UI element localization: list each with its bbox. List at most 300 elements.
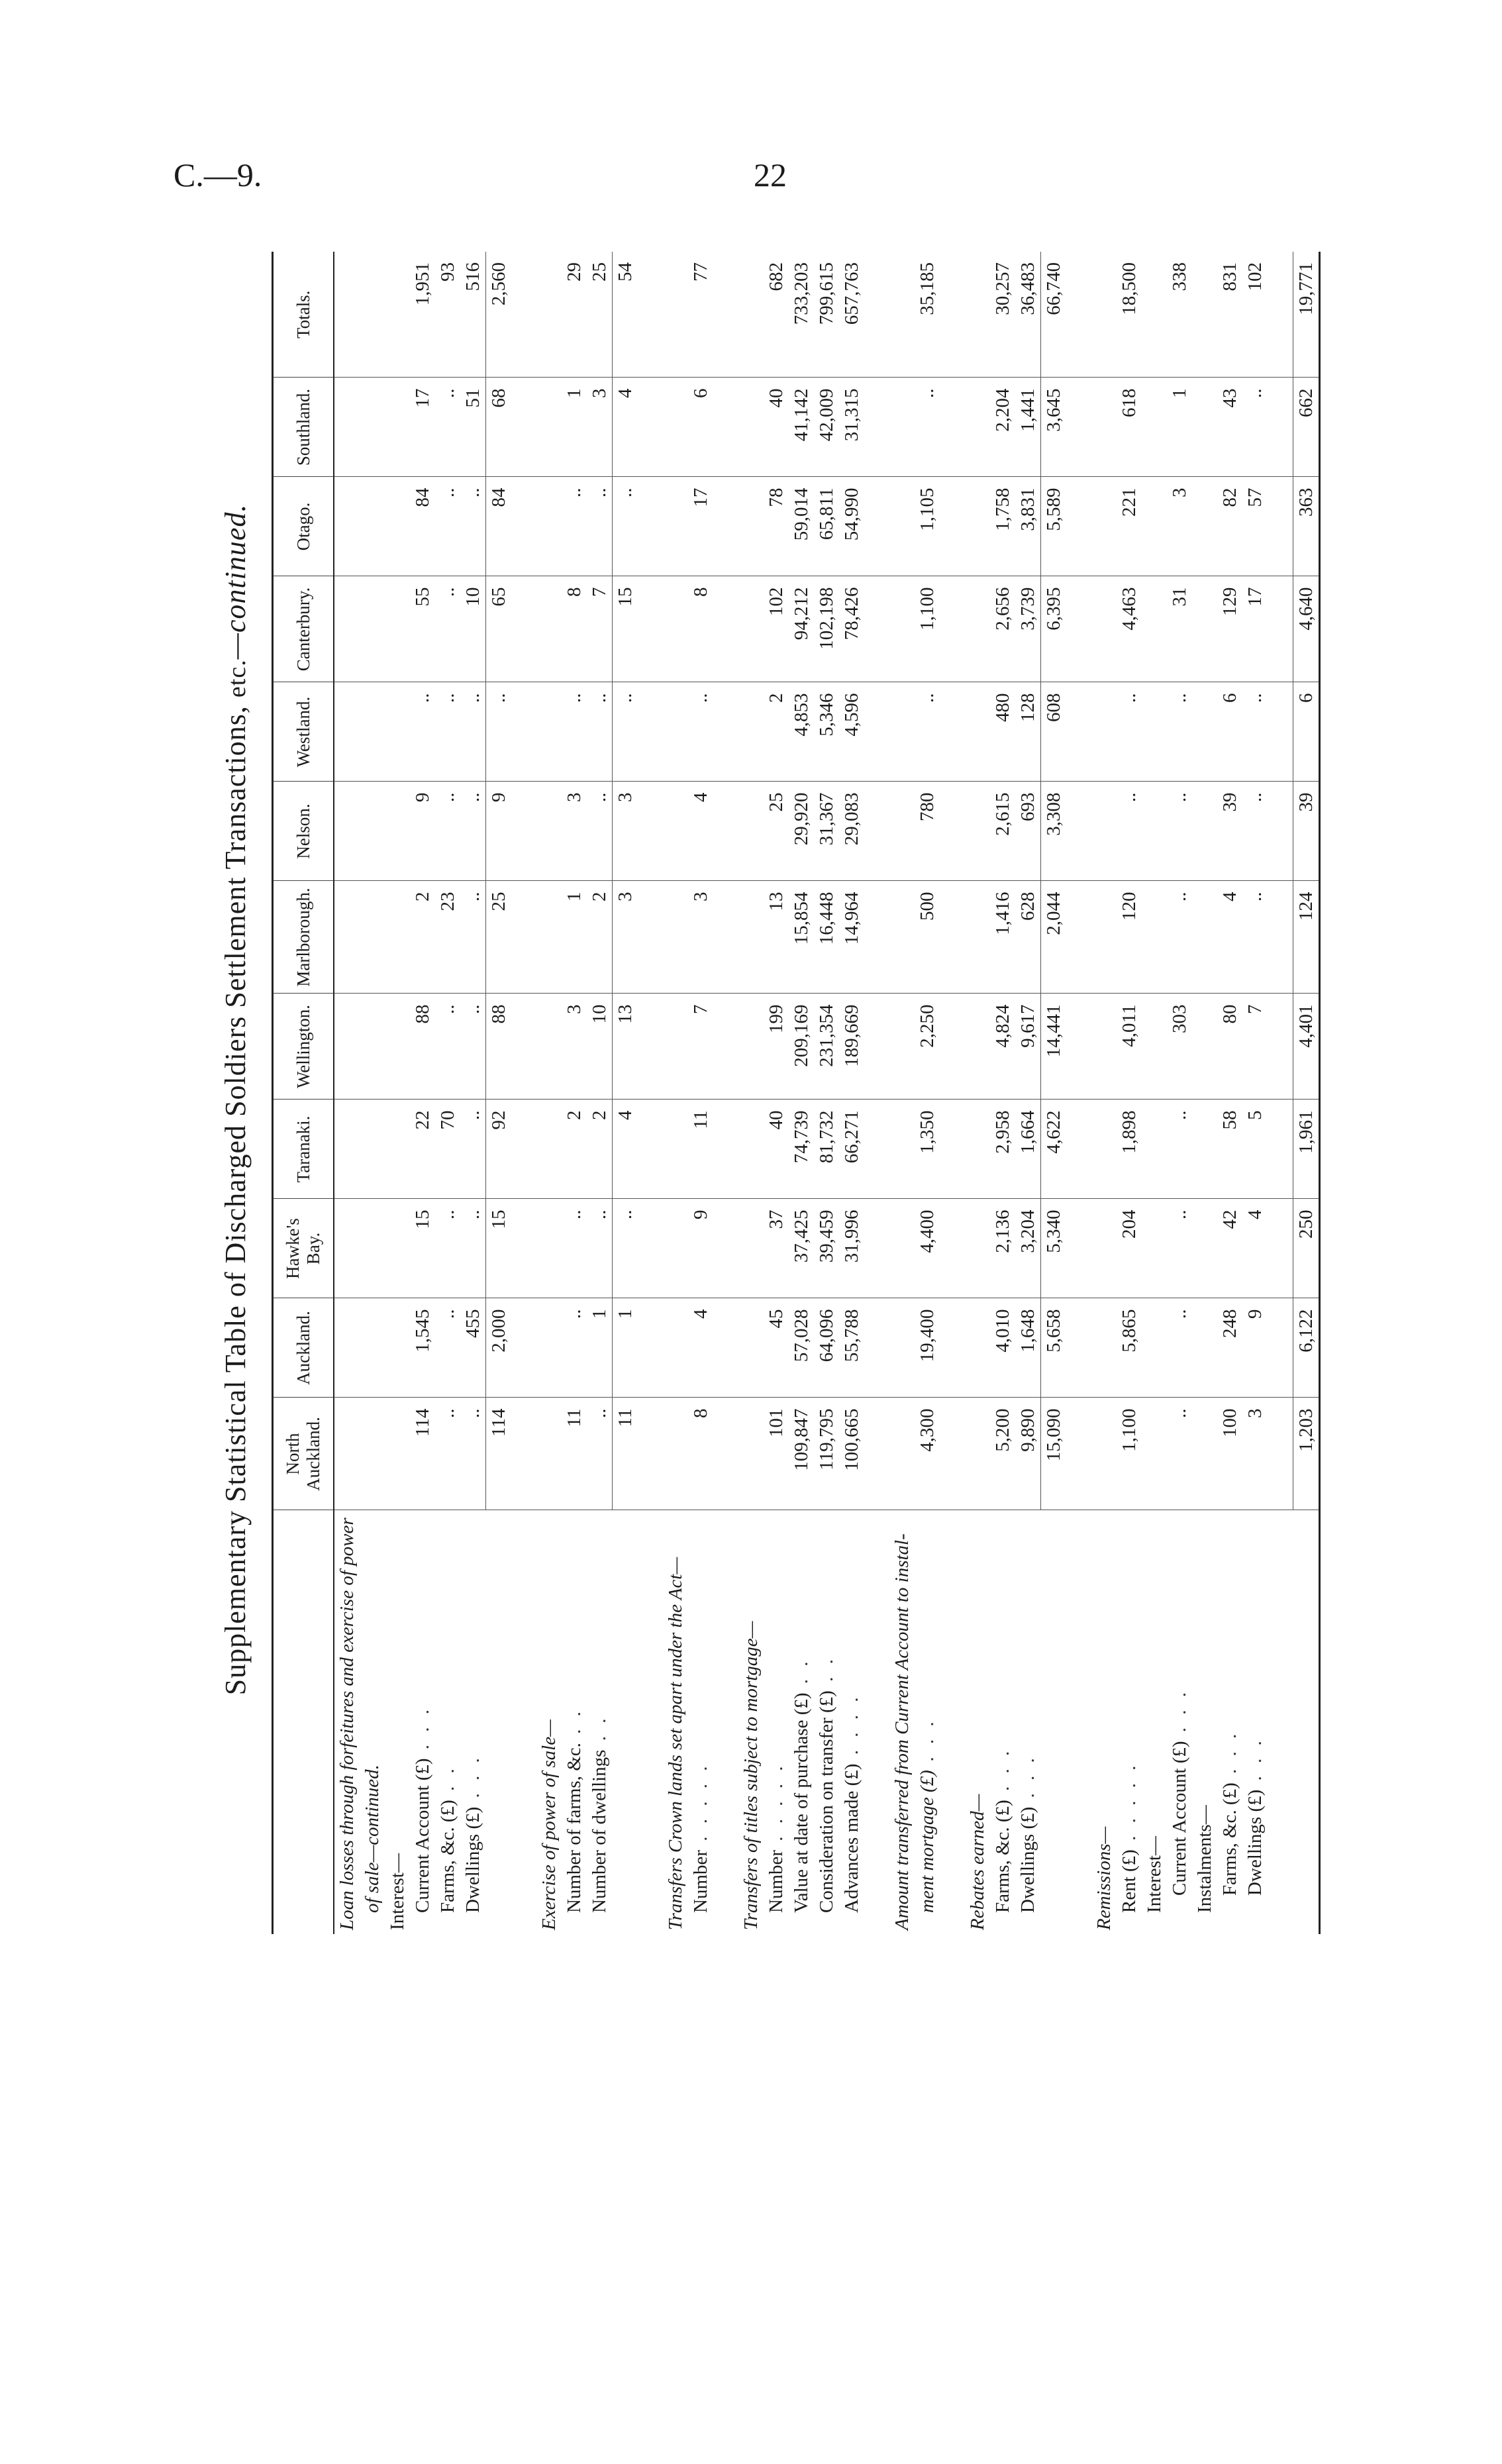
data-cell: 65,811 bbox=[814, 477, 839, 576]
data-cell bbox=[738, 1100, 764, 1199]
data-cell bbox=[385, 1100, 410, 1199]
data-cell bbox=[713, 378, 738, 477]
column-header: Auckland. bbox=[273, 1298, 334, 1398]
data-cell: 124 bbox=[1293, 881, 1320, 994]
data-cell: 250 bbox=[1293, 1199, 1320, 1298]
data-cell: 2 bbox=[562, 1100, 587, 1199]
row-label-text: Loan losses through forfeitures and exercise of power bbox=[336, 1517, 358, 1930]
data-cell bbox=[511, 1100, 536, 1199]
data-cell bbox=[1066, 252, 1091, 378]
row-label-text: Advances made (£) bbox=[841, 1763, 862, 1913]
data-cell: 199 bbox=[764, 994, 789, 1100]
data-cell bbox=[713, 576, 738, 682]
data-cell: 2,958 bbox=[990, 1100, 1015, 1199]
data-cell bbox=[965, 1398, 990, 1510]
data-cell bbox=[536, 576, 562, 682]
data-cell bbox=[738, 1199, 764, 1298]
data-cell bbox=[1091, 252, 1117, 378]
data-cell bbox=[663, 682, 688, 782]
data-cell bbox=[1268, 782, 1293, 881]
data-cell: .. bbox=[562, 477, 587, 576]
table-row bbox=[789, 252, 814, 1934]
column-header: North Auckland. bbox=[273, 1398, 334, 1510]
data-cell bbox=[940, 782, 965, 881]
data-cell bbox=[1192, 994, 1217, 1100]
row-label bbox=[638, 1510, 663, 1934]
data-cell: 93 bbox=[435, 252, 460, 378]
data-cell: 128 bbox=[1015, 682, 1041, 782]
column-header: Wellington. bbox=[273, 994, 334, 1100]
leader-dots: . . . bbox=[1017, 1754, 1039, 1807]
data-cell: 455 bbox=[460, 1298, 486, 1398]
data-cell bbox=[360, 252, 385, 378]
data-cell bbox=[385, 782, 410, 881]
column-header: Taranaki. bbox=[273, 1100, 334, 1199]
data-cell bbox=[1066, 682, 1091, 782]
data-cell bbox=[713, 1398, 738, 1510]
data-cell: 119,795 bbox=[814, 1398, 839, 1510]
data-cell: 2,250 bbox=[915, 994, 940, 1100]
data-cell bbox=[940, 1199, 965, 1298]
table-row bbox=[435, 252, 460, 1934]
data-cell bbox=[536, 1398, 562, 1510]
data-cell bbox=[1066, 576, 1091, 682]
data-cell bbox=[864, 252, 889, 378]
row-label bbox=[1217, 1510, 1242, 1934]
data-cell: 13 bbox=[613, 994, 638, 1100]
data-cell: 209,169 bbox=[789, 994, 814, 1100]
data-cell bbox=[511, 252, 536, 378]
data-cell bbox=[511, 994, 536, 1100]
row-label bbox=[1117, 1510, 1142, 1934]
row-label bbox=[460, 1510, 486, 1934]
data-cell: 101 bbox=[764, 1398, 789, 1510]
data-cell: .. bbox=[1167, 1100, 1192, 1199]
row-label bbox=[915, 1510, 940, 1934]
data-cell bbox=[663, 378, 688, 477]
data-cell: 480 bbox=[990, 682, 1015, 782]
row-label-text: Rebates earned— bbox=[967, 1794, 988, 1930]
data-cell bbox=[889, 1298, 915, 1398]
data-cell: 22 bbox=[410, 1100, 435, 1199]
row-label bbox=[536, 1510, 562, 1934]
table-row bbox=[1041, 252, 1067, 1934]
data-cell: 45 bbox=[764, 1298, 789, 1398]
table-row bbox=[385, 252, 410, 1934]
data-cell bbox=[1142, 576, 1167, 682]
data-cell: 4,596 bbox=[839, 682, 864, 782]
data-cell: 7 bbox=[688, 994, 713, 1100]
leader-dots: . . . . bbox=[841, 1693, 862, 1764]
column-header: Totals. bbox=[273, 252, 334, 378]
data-cell: 662 bbox=[1293, 378, 1320, 477]
row-label bbox=[410, 1510, 435, 1934]
row-label-text: Transfers Crown lands set apart under the Act— bbox=[665, 1557, 686, 1930]
data-cell: 15 bbox=[410, 1199, 435, 1298]
data-cell: 1,545 bbox=[410, 1298, 435, 1398]
data-cell bbox=[511, 1298, 536, 1398]
data-cell bbox=[1142, 1199, 1167, 1298]
data-cell: 4 bbox=[688, 1298, 713, 1398]
data-cell: .. bbox=[587, 1398, 613, 1510]
data-cell: .. bbox=[688, 682, 713, 782]
data-cell bbox=[1142, 1398, 1167, 1510]
data-cell bbox=[1268, 994, 1293, 1100]
data-cell bbox=[1142, 477, 1167, 576]
data-cell: 4,010 bbox=[990, 1298, 1015, 1398]
data-cell: 40 bbox=[764, 378, 789, 477]
row-label bbox=[587, 1510, 613, 1934]
data-cell bbox=[385, 994, 410, 1100]
data-cell bbox=[385, 1398, 410, 1510]
table-row bbox=[1242, 252, 1268, 1934]
data-cell: .. bbox=[410, 682, 435, 782]
data-cell: 780 bbox=[915, 782, 940, 881]
row-label bbox=[486, 1510, 512, 1934]
row-label bbox=[688, 1510, 713, 1934]
table-row bbox=[1142, 252, 1167, 1934]
data-cell: 5,658 bbox=[1041, 1298, 1067, 1398]
data-cell: .. bbox=[562, 682, 587, 782]
row-label-text: of sale—continued. bbox=[362, 1765, 383, 1913]
data-cell bbox=[536, 881, 562, 994]
data-cell: 39 bbox=[1293, 782, 1320, 881]
data-cell bbox=[738, 1298, 764, 1398]
data-cell bbox=[360, 1298, 385, 1398]
data-cell bbox=[864, 782, 889, 881]
data-cell: .. bbox=[1167, 782, 1192, 881]
data-cell bbox=[889, 252, 915, 378]
data-cell: 36,483 bbox=[1015, 252, 1041, 378]
data-cell: 516 bbox=[460, 252, 486, 378]
data-cell: 5,865 bbox=[1117, 1298, 1142, 1398]
data-cell: 1 bbox=[562, 881, 587, 994]
data-cell: .. bbox=[1242, 378, 1268, 477]
data-cell bbox=[536, 1199, 562, 1298]
data-cell: .. bbox=[613, 682, 638, 782]
row-label-text: Amount transferred from Current Account to instal- bbox=[891, 1533, 913, 1930]
data-cell bbox=[334, 1100, 360, 1199]
data-cell: 65 bbox=[486, 576, 512, 682]
data-cell: 37,425 bbox=[789, 1199, 814, 1298]
data-cell: 39,459 bbox=[814, 1199, 839, 1298]
data-cell: .. bbox=[486, 682, 512, 782]
data-cell bbox=[1142, 252, 1167, 378]
table-row bbox=[965, 252, 990, 1934]
data-cell bbox=[1066, 1199, 1091, 1298]
data-cell: 4 bbox=[688, 782, 713, 881]
data-cell: .. bbox=[435, 1398, 460, 1510]
row-label bbox=[360, 1510, 385, 1934]
data-cell bbox=[965, 881, 990, 994]
row-label bbox=[663, 1510, 688, 1934]
data-cell bbox=[360, 1100, 385, 1199]
data-cell: 59,014 bbox=[789, 477, 814, 576]
data-cell bbox=[663, 477, 688, 576]
data-cell: 1,350 bbox=[915, 1100, 940, 1199]
data-cell: 2,656 bbox=[990, 576, 1015, 682]
data-cell bbox=[889, 576, 915, 682]
data-cell: 2,615 bbox=[990, 782, 1015, 881]
data-cell bbox=[738, 994, 764, 1100]
data-cell: 799,615 bbox=[814, 252, 839, 378]
data-cell bbox=[1066, 1298, 1091, 1398]
data-cell: .. bbox=[460, 682, 486, 782]
data-cell bbox=[1091, 682, 1117, 782]
data-cell bbox=[638, 1100, 663, 1199]
data-cell bbox=[1142, 682, 1167, 782]
leader-dots: . . . bbox=[1244, 1737, 1266, 1790]
data-cell: 102 bbox=[1242, 252, 1268, 378]
title-main: Supplementary Statistical Table of Discharged Soldiers Settlement Transactions, bbox=[219, 705, 252, 1696]
data-cell bbox=[713, 1100, 738, 1199]
data-cell: 7 bbox=[1242, 994, 1268, 1100]
data-cell: 6,395 bbox=[1041, 576, 1067, 682]
row-label-text: Farms, &c. (£) bbox=[992, 1800, 1013, 1913]
data-cell: 6 bbox=[1293, 682, 1320, 782]
data-cell bbox=[1091, 1398, 1117, 1510]
row-label-text: Interest— bbox=[387, 1853, 408, 1930]
row-label bbox=[1167, 1510, 1192, 1934]
data-cell bbox=[940, 1398, 965, 1510]
data-cell: 57 bbox=[1242, 477, 1268, 576]
data-cell bbox=[536, 994, 562, 1100]
data-cell: 17 bbox=[688, 477, 713, 576]
row-label bbox=[713, 1510, 738, 1934]
data-cell bbox=[940, 1298, 965, 1398]
column-header: Nelson. bbox=[273, 782, 334, 881]
data-cell: 29,920 bbox=[789, 782, 814, 881]
data-cell: 1 bbox=[1167, 378, 1192, 477]
data-cell: 1 bbox=[587, 1298, 613, 1398]
data-cell bbox=[1268, 477, 1293, 576]
data-cell: 129 bbox=[1217, 576, 1242, 682]
data-cell: 6,122 bbox=[1293, 1298, 1320, 1398]
data-cell: 1,416 bbox=[990, 881, 1015, 994]
data-cell: 4,853 bbox=[789, 682, 814, 782]
table-row bbox=[688, 252, 713, 1934]
data-cell: 4,622 bbox=[1041, 1100, 1067, 1199]
data-cell: 3,831 bbox=[1015, 477, 1041, 576]
data-cell: .. bbox=[460, 881, 486, 994]
row-label-text: Number of farms, &c. bbox=[564, 1743, 585, 1913]
data-cell: 4,401 bbox=[1293, 994, 1320, 1100]
leader-dots: . . . . . bbox=[690, 1762, 711, 1850]
row-label bbox=[1066, 1510, 1091, 1934]
data-cell bbox=[940, 252, 965, 378]
data-cell: 338 bbox=[1167, 252, 1192, 378]
data-cell: 733,203 bbox=[789, 252, 814, 378]
data-cell: 15,090 bbox=[1041, 1398, 1067, 1510]
data-cell bbox=[385, 881, 410, 994]
row-label bbox=[889, 1510, 915, 1934]
leader-dots: . . . . . bbox=[766, 1762, 787, 1850]
data-cell bbox=[1192, 576, 1217, 682]
data-cell bbox=[738, 576, 764, 682]
row-label bbox=[814, 1510, 839, 1934]
column-header: Southland. bbox=[273, 378, 334, 477]
data-cell: 1,441 bbox=[1015, 378, 1041, 477]
data-cell: .. bbox=[460, 1100, 486, 1199]
data-cell: 13 bbox=[764, 881, 789, 994]
data-cell bbox=[1091, 477, 1117, 576]
data-cell bbox=[334, 1398, 360, 1510]
title-etc: etc. bbox=[223, 659, 251, 698]
data-cell bbox=[713, 1199, 738, 1298]
row-label bbox=[990, 1510, 1015, 1934]
data-cell: 11 bbox=[613, 1398, 638, 1510]
data-cell bbox=[360, 1199, 385, 1298]
data-cell: .. bbox=[1117, 682, 1142, 782]
data-cell bbox=[385, 252, 410, 378]
data-cell: 9 bbox=[410, 782, 435, 881]
data-cell bbox=[1268, 1398, 1293, 1510]
data-cell bbox=[1192, 1100, 1217, 1199]
row-label bbox=[511, 1510, 536, 1934]
data-cell bbox=[713, 994, 738, 1100]
data-cell bbox=[889, 782, 915, 881]
data-cell: 5 bbox=[1242, 1100, 1268, 1199]
data-cell: 4,011 bbox=[1117, 994, 1142, 1100]
table-row bbox=[587, 252, 613, 1934]
data-cell: 3,204 bbox=[1015, 1199, 1041, 1298]
data-cell: 30,257 bbox=[990, 252, 1015, 378]
data-cell bbox=[638, 994, 663, 1100]
data-cell bbox=[334, 782, 360, 881]
data-cell bbox=[638, 881, 663, 994]
table-row bbox=[764, 252, 789, 1934]
data-cell: 2,560 bbox=[486, 252, 512, 378]
row-label bbox=[613, 1510, 638, 1934]
data-cell bbox=[334, 682, 360, 782]
data-cell bbox=[638, 1398, 663, 1510]
data-cell: .. bbox=[915, 378, 940, 477]
data-cell bbox=[638, 1298, 663, 1398]
data-cell: 693 bbox=[1015, 782, 1041, 881]
data-cell bbox=[1066, 994, 1091, 1100]
row-label-text: Value at date of purchase (£) bbox=[791, 1692, 812, 1913]
data-cell: 55,788 bbox=[839, 1298, 864, 1398]
data-cell bbox=[864, 1199, 889, 1298]
data-cell: 51 bbox=[460, 378, 486, 477]
data-cell bbox=[738, 378, 764, 477]
row-label-text: Consideration on transfer (£) bbox=[816, 1690, 837, 1913]
data-cell bbox=[511, 1199, 536, 1298]
page-number: 22 bbox=[754, 156, 787, 193]
row-label-text: ment mortgage (£) bbox=[917, 1770, 938, 1913]
data-cell bbox=[1192, 1298, 1217, 1398]
data-cell: 54 bbox=[613, 252, 638, 378]
data-cell bbox=[536, 252, 562, 378]
table-row bbox=[990, 252, 1015, 1934]
table-row bbox=[864, 252, 889, 1934]
data-cell: 618 bbox=[1117, 378, 1142, 477]
data-cell bbox=[864, 1100, 889, 1199]
data-cell bbox=[536, 682, 562, 782]
data-cell: 77 bbox=[688, 252, 713, 378]
leader-dots: . . . . . bbox=[1119, 1761, 1140, 1850]
data-cell bbox=[965, 576, 990, 682]
data-cell bbox=[1268, 1100, 1293, 1199]
data-cell bbox=[864, 378, 889, 477]
data-cell: .. bbox=[1167, 1298, 1192, 1398]
table-row bbox=[1117, 252, 1142, 1934]
data-cell: 4 bbox=[613, 378, 638, 477]
data-cell bbox=[385, 1199, 410, 1298]
data-cell bbox=[663, 994, 688, 1100]
data-cell: 2 bbox=[410, 881, 435, 994]
data-cell bbox=[360, 1398, 385, 1510]
data-cell bbox=[536, 378, 562, 477]
data-cell bbox=[1066, 477, 1091, 576]
leader-dots: . . . bbox=[462, 1754, 484, 1807]
data-cell bbox=[1066, 881, 1091, 994]
data-cell bbox=[334, 252, 360, 378]
data-cell: 31,315 bbox=[839, 378, 864, 477]
data-cell bbox=[713, 881, 738, 994]
data-cell bbox=[663, 576, 688, 682]
row-label-text: Dwellings (£) bbox=[1244, 1789, 1266, 1896]
data-cell bbox=[1192, 881, 1217, 994]
data-cell: 10 bbox=[587, 994, 613, 1100]
data-cell: 5,200 bbox=[990, 1398, 1015, 1510]
data-cell: 4 bbox=[613, 1100, 638, 1199]
data-cell: 25 bbox=[587, 252, 613, 378]
table-row bbox=[1167, 252, 1192, 1934]
data-cell: 221 bbox=[1117, 477, 1142, 576]
leader-dots: . . . bbox=[992, 1747, 1013, 1800]
row-label-text: Rent (£) bbox=[1119, 1849, 1140, 1913]
data-cell: 102 bbox=[764, 576, 789, 682]
row-label bbox=[385, 1510, 410, 1934]
data-cell: 82 bbox=[1217, 477, 1242, 576]
data-cell bbox=[738, 682, 764, 782]
data-cell bbox=[738, 252, 764, 378]
data-cell: 16,448 bbox=[814, 881, 839, 994]
data-cell: 8 bbox=[688, 576, 713, 682]
data-cell: 9 bbox=[1242, 1298, 1268, 1398]
data-cell bbox=[1268, 881, 1293, 994]
data-cell bbox=[536, 1298, 562, 1398]
data-cell: 248 bbox=[1217, 1298, 1242, 1398]
row-label-text: Farms, &c. (£) bbox=[437, 1800, 458, 1913]
data-cell: 58 bbox=[1217, 1100, 1242, 1199]
table-row bbox=[334, 252, 360, 1934]
table-row bbox=[713, 252, 738, 1934]
row-label-text: Interest— bbox=[1144, 1836, 1165, 1913]
leader-dots: . . . bbox=[917, 1717, 938, 1771]
row-label-text: Remissions— bbox=[1093, 1826, 1115, 1930]
data-cell bbox=[1192, 477, 1217, 576]
data-cell bbox=[360, 881, 385, 994]
data-cell bbox=[663, 252, 688, 378]
data-cell bbox=[1192, 378, 1217, 477]
rotated-table-container bbox=[219, 238, 1317, 1934]
data-cell: 88 bbox=[486, 994, 512, 1100]
column-header: Canterbury. bbox=[273, 576, 334, 682]
leader-dots: . . bbox=[816, 1655, 837, 1691]
data-cell: 66,271 bbox=[839, 1100, 864, 1199]
data-cell bbox=[360, 782, 385, 881]
data-cell bbox=[360, 378, 385, 477]
data-cell: 31 bbox=[1167, 576, 1192, 682]
data-cell bbox=[1142, 881, 1167, 994]
row-label bbox=[1142, 1510, 1167, 1934]
data-cell: 2,136 bbox=[990, 1199, 1015, 1298]
data-cell: 43 bbox=[1217, 378, 1242, 477]
data-cell: .. bbox=[562, 1199, 587, 1298]
data-cell: 25 bbox=[486, 881, 512, 994]
